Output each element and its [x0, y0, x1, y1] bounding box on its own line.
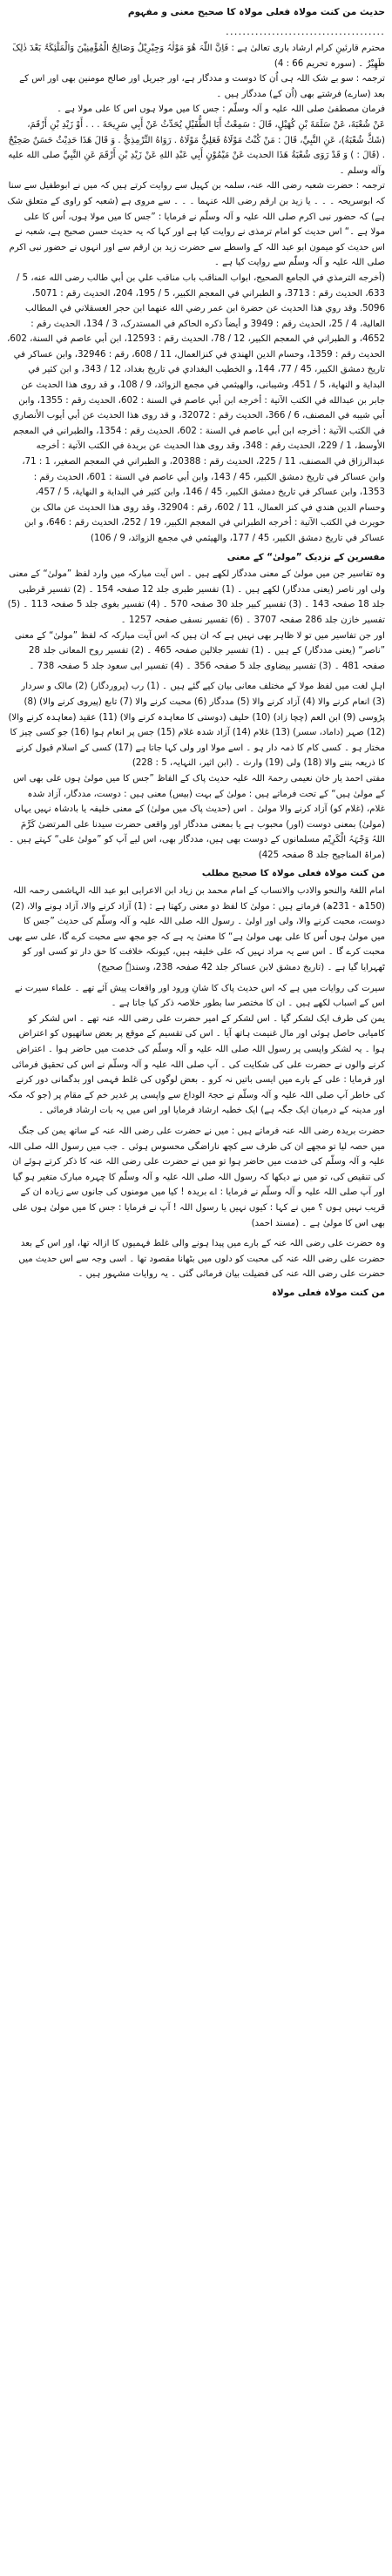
tafsir-references-paragraph: وہ تفاسیر جن میں مولیٰ کے معنی مددگار لکھے ہیں ۔ اس آیت مبارکہ میں وارد لفظ ”مولیٰ“ کے معنی ولی اور ناصر (یعنی مددگار) لکھے ہیں ۔ (1) تفسیر طبری جلد 12 صفحہ 154 ۔ (2) تفسیر قرطبی جلد 18 صفحہ 143 ۔ (3) تفسیر کبیر جلد 30 صفحہ 570 ۔ (4) تفسیر بغوی جلد 5 صفحہ 113 ۔ (5) تفسیر خازن جلد 286 صفحہ 3707 ۔ (6) تفسیر نسفی صفحہ 1257 ۔ [7, 569, 385, 625]
mufti-naeemi-paragraph: مفتی احمد یار خان نعیمی رحمۃ اللہ علیہ حدیث پاک کے الفاظ ”جس کا میں مولیٰ ہوں علی بھی اس کے مولیٰ ہیں“ کے تحت فرماتے ہیں : مولیٰ کے بہت (بیس) معنی ہیں : دوست، مددگار، آزاد شدہ غلام، (غلام کو) آزاد کرنے والا مولیٰ ۔ اس (حدیث پاک میں مولیٰ) کے معنی خلیفہ یا بادشاہ نہیں یہاں (مولیٰ) بمعنی دوست (اور) محبوب ہے یا بمعنی مددگار اور واقعی حضرت سیدنا علی المرتضیٰ کَرَّمَ اللہُ وَجْہَہُ الْکَرِیْم مسلمانوں کے دوست بھی ہیں، مددگار بھی، اس لیے آپ کو ”مولیٰ علی“ کہتے ہیں ۔ (مراۃ المناجیح جلد 8 صفحہ 425) [9, 773, 385, 860]
yemen-army-paragraph: یمن کی طرف ایک لشکر گیا ۔ اس لشکر کے امیر حضرت علی رضی اللہ عنہ تھے ۔ اس لشکر کو کامیابی حاصل ہوئی اور مال غنیمت ہاتھ آیا ۔ اس کی تقسیم کے موقع پر بعض ساتھیوں کو اعتراض ہوا ۔ یہ لشکر واپسی پر رسول اللہ صلی اللہ علیہ و آلہ وسلّم کی خدمت میں حاضر ہوا ۔ اعتراض کرنے والوں نے حضرت علی کی شکایت کی ۔ آپ صلی اللہ علیہ و آلہ وسلّم نے اس کی تحقیق فرمائی اور فرمایا : علی کے بارے میں ایسی باتیں نہ کرو ۔ بعض لوگوں کی غلط فہمی اور بدگمانی دور کرنے کی خاطر آپ صلی اللہ علیہ و آلہ وسلّم نے حجۃ الوداع سے واپسی پر غدیر خم کے مقام پر (جو کہ مکہ اور مدینہ کے درمیان ایک جگہ ہے) ایک خطبہ ارشاد فرمایا اور اس میں یہ بات ارشاد فرمائی ۔ [7, 1013, 385, 1116]
closing-heading: من کنت مولاہ فعلی مولاہ [272, 1288, 385, 1298]
quran-verse-paragraph: محترم قارئینِ کرام ارشاد باری تعالیٰ ہے : فَاِنَّ اللّٰہَ ھُوَ مَوْلٰہُ وَجِبْرِیْلُ وَصَالِحُ الْمُؤْمِنِیْنَ وَالْمَلٰٓئِکَۃُ بَعْدَ ذٰلِکَ ظَھِیْرٌ ۔ (سورہ تحریم 66 : 4) [12, 44, 385, 69]
hadith-translation-paragraph: ترجمہ : حضرت شعبہ رضی اللہ عنہ، سلمہ بن کہیل سے روایت کرتے ہیں کہ میں نے ابوطفیل سے سنا کہ ابوسریحہ ۔ ۔ ۔ یا زید بن ارقم رضی اللہ عنہما ۔ ۔ ۔ سے مروی ہے (شعبہ کو راوی کے متعلق شک ہے) کہ حضور نبی اکرم صلی اللہ علیہ و آلہ وسلّم نے فرمایا : ”جس کا میں مولا ہوں، اُس کا علی مولا ہے ۔“ اس حدیث کو امام ترمذی نے روایت کیا ہے اور کہا کہ یہ حدیث حسن صحیح ہے، شعبہ نے اس حدیث کو میمون ابو عبد اللہ کے واسطے سے حضرت زید بن ارقم سے اور انہوں نے حضور نبی اکرم صلی اللہ علیہ و آلہ وسلّم سے روایت کیا ہے ۔ [7, 181, 385, 268]
purpose-paragraph: وہ حضرت علی رضی اللہ عنہ کے بارے میں پیدا ہونے والی غلط فہمیوں کا ازالہ تھا، اور اس کے بعد حضرت علی رضی اللہ عنہ کی محبت کو دلوں میں بٹھانا مقصود تھا ۔ اسی وجہ سے اس حدیث میں حضرت علی رضی اللہ عنہ کی فضیلت بیان فرمائی گئی ۔ یہ روایات مشہور ہیں ۔ [18, 1239, 385, 1280]
seerah-background-paragraph: سیرت کی روایات میں ہے کہ اس حدیث پاک کا شانِ ورود اور واقعات پیش آئے تھے ۔ علماء سیرت نے اس کے اسباب لکھے ہیں ۔ ان کا مختصر سا بطور خلاصہ ذکر کیا جاتا ہے ۔ [14, 983, 385, 1009]
lughat-meanings-paragraph: اہلِ لغت میں لفظ مولا کے مختلف معانی بیان کیے گئے ہیں ۔ (1) رب (پروردگار) (2) مالک و سردار (3) انعام کرنے والا (4) آزاد کرنے والا (5) مددگار (6) محبت کرنے والا (7) تابع (پیروی کرنے والا) (8) پڑوسی (9) ابن العم (چچا زاد) (10) حلیف (دوستی کا معاہدہ کرنے والا) (11) عقید (معاہدہ کرنے والا) (12) صہر (داماد، سسر) (13) غلام (14) آزاد شدہ غلام (15) جس پر انعام ہوا (16) جو کسی چیز کا مختار ہو ۔ کسی کام کا ذمہ دار ہو ۔ اسے مولا اور ولی کہا جاتا ہے (17) کسی کے اسلام قبول کرنے کا ذریعہ بننے والا (18) ولی (19) وارث ۔ (ابن اثیر، النہایہ، 5 : 228) [8, 682, 385, 769]
arabic-hadith-text: عَنْ شُعْبَةَ، عَنْ سَلَمَةَ بْنِ كُهَيْلٍ، قَالَ : سَمِعْتُ أَبَا الطُّفَيْلِ يُحَدِّثُ عَنْ أَبِي سَرِيحَةَ . . . أَوْ زَيْدِ بْنِ أَرْقَمَ، (شَكَّ شُعْبَةُ)، عَنِ النَّبِيِّ، قَالَ : مَنْ كُنْتُ مَوْلَاهُ فَعَلِيٌّ مَوْلَاهُ . رَوَاهُ التِّرْمِذِيُّ . وَ قَالَ هَذَا حَدِيْثٌ حَسَنٌ صَحِيْحٌ . (قَالَ : ) وَ قَدْ رَوَی شُعْبَةُ هَذَا الحديث عَنْ مَيْمُوْنٍ أَبِي عَبْدِ اللهِ عَنْ زَيْدِ بْنِ أَرْقَمَ عَنِ النَّبِيِّ صلی الله عليه وآله وسلم ۔ [8, 119, 385, 176]
article-title: حدیث من کنت مولاہ فعلی مولاہ کا صحیح معنی و مفہوم [127, 7, 385, 17]
hadith-references-paragraph: (أخرجه الترمذي في الجامع الصحيح، ابواب المناقب باب مناقب علي بن أبي طالب رضی الله عنه، 5 / 633، الحديث رقم : 3713، و الطبراني في المعجم الکبير، 5 / 195، 204، الحديث رقم : 5071، 5096. وقد روي هذا الحديث عن حضرة ابن عمر رضي الله عنهما ابن حجر العسقلاني في المطالب العالية، 4 / 25، الحديث رقم : 3949 و أيضاً ذکره الحاکم في المستدرک، 3 / 134، الحديث رقم : 4652، و الطبراني في المعجم الکبير، 12 / 78، الحديث رقم : 12593، ابن أبي عاصم في السنة، 602، الحديث رقم : 1359، وحسام الدين الهندي في کنزالعمال، 11 / 608، رقم : 32946، وابن عساکر في تاريخ دمشق الکبير، 45 / 77، 144، و الخطيب البغدادي في تاريخ بغداد، 12 / 343، و ابن کثير في البداية و النهاية، 5 / 451، وشيبانی، والهيثمي في مجمع الزوائد، 9 / 108، و قد روی هذا الحديث عن جابر بن عبدالله في الکتب الآتية : أخرجه ابن أبي عاصم في السنة : 602، الحديث رقم : 1355، وابن أبي شيبه في المصنف، 6 / 366، الحديث رقم : 32072، و قد روی هذا الحديث عن أبي أيوب الأنصاري في الکتب الآتية : أخرجه ابن أبي عاصم في السنة : 602، الحديث رقم : 1354، والطبراني في المعجم الأوسط، 1 / 229، الحديث رقم : 348، وقد روی هذا الحديث عن بريدة في الکتب الآتية : أخرجه عبدالرزاق في المصنف، 11 / 225، الحديث رقم : 20388، و الطبراني في المعجم الصغير، 1 : 71، وابن عساکر في تاريخ دمشق الکبير، 45 / 143، وابن أبي عاصم في السنة : 601، الحديث رقم : 1353، وابن عساکر في تاريخ دمشق الکبير، 45 / 146، وابن کثير في البداية و النهاية، 5 / 457، وحسام الدين هندي في کنز العمال، 11 / 602، رقم : 32904، وقد روی هذا الحديث عن مالک بن حويرث في الکتب الآتية : أخرجه الطبراني في المعجم الکبير، 19 / 252، الحديث رقم : 646، و ابن عساکر في تاريخ دمشق الکبير، 45 / 177، والهيثمي في مجمع الزوائد، 9 / 106) [7, 272, 385, 543]
ibn-arabi-paragraph: امام اللغۃ والنحو والادب والانساب کے امام محمد بن زیاد ابن الاعرابی ابو عبد اللہ الہاشمی رحمہ اللہ (150ھ - 231ھ) فرماتے ہیں : مولیٰ کا لفظ دو معنی رکھتا ہے : (1) آزاد کرنے والا، آزاد ہونے والا، (2) دوست، محبت کرنے والا، ولی اور اولیٰ ۔ رسول اللہ صلی اللہ علیہ و آلہ وسلّم کی حدیث ”جس کا میں مولیٰ ہوں اُس کا علی بھی مولیٰ ہے“ کا معنیٰ یہ ہے کہ جو مجھ سے محبت کرے گا، علی سے بھی محبت کرے گا ۔ اس سے یہ مراد نہیں کہ علی خلیفہ ہیں، کیونکہ خلافت کا حق دار تو کسی اور کو ٹھہرایا گیا ہے ۔ (تاریخ دمشق لابن عساکر جلد 42 صفحہ 238، وسندہٗ صحیح) [8, 886, 385, 973]
buraidah-narration-paragraph: حضرت بریدہ رضی اللہ عنہ فرماتے ہیں : میں نے حضرت علی رضی اللہ عنہ کے ساتھ یمن کی جنگ میں حصہ لیا تو مجھے ان کی طرف سے کچھ ناراضگی محسوس ہوئی ۔ جب میں رسول اللہ صلی اللہ علیہ و آلہ وسلّم کی خدمت میں حاضر ہوا تو میں نے حضرت علی رضی اللہ عنہ کا ذکر کرتے ہوئے ان کی تنقیص کی، تو میں نے دیکھا کہ رسول اللہ صلی اللہ علیہ و آلہ وسلّم کا چہرہ مبارک متغیر ہو گیا اور آپ صلی اللہ علیہ و آلہ وسلّم نے فرمایا : اے بریدہ ! کیا میں مومنوں کی جانوں سے زیادہ ان کے قریب نہیں ہوں ؟ میں نے کہا : کیوں نہیں یا رسول اللہ ! آپ نے فرمایا : جس کا میں مولیٰ ہوں علی بھی اس کا مولیٰ ہے ۔ (مسند احمد) [8, 1126, 385, 1228]
section-heading-mufassireen: مفسرین کے نزدیک ”مولیٰ“ کے معنی [226, 552, 385, 562]
section-heading-sahih-matlab: من کنت مولاہ فعلی مولاہ کا صحیح مطلب [201, 869, 385, 879]
dotted-separator: ...................................... [226, 25, 385, 37]
hadith-statement-paragraph: فرمان مصطفیٰ صلی اللہ علیہ و آلہ وسلّم : جس کا میں مولا ہوں اس کا علی مولا ہے ۔ [57, 104, 385, 115]
tafsir-nasir-paragraph: اور جن تفاسیر میں تو لا ظاہر بھی نہیں ہے کہ ان ہیں کہ اس آیت مبارکہ کہ لفظ ”مولیٰ“ کے معنی ”ناصر“ (یعنی مددگار) کے ہیں ۔ (1) تفسیر جلالین صفحہ 465 ۔ (2) تفسیر روح المعانی جلد 28 صفحہ 481 ۔ (3) تفسیر بیضاوی جلد 5 صفحہ 356 ۔ (4) تفسیر ابی سعود جلد 5 صفحہ 738 ۔ [14, 630, 385, 671]
verse-translation-paragraph: ترجمہ : سو بے شک اللہ ہی اُن کا دوست و مددگار ہے، اور جبریل اور صالح مومنین بھی اور اس کے بعد (سارے) فرشتے بھی (اُن کے) مددگار ہیں ۔ [19, 74, 385, 99]
